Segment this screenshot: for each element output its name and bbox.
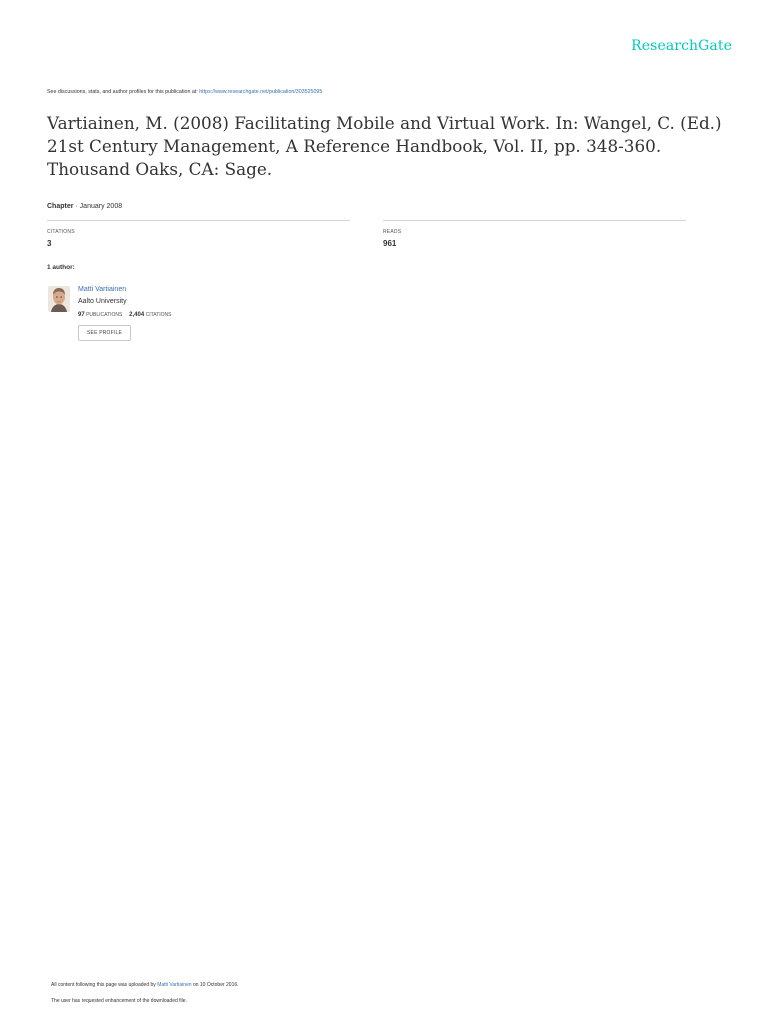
publication-type: Chapter <box>47 203 74 210</box>
author-citations-count: 2,404 <box>129 312 145 318</box>
discussion-text: See discussions, stats, and author profiles for this publication at: <box>47 89 198 95</box>
publication-date: · January 2008 <box>75 203 123 210</box>
author-name-link[interactable]: Matti Vartiainen <box>78 286 127 293</box>
author-publications-label: PUBLICATIONS <box>86 312 123 318</box>
author-stats <box>78 312 172 318</box>
discussion-line <box>47 89 322 95</box>
citations-label: CITATIONS <box>47 229 75 235</box>
publication-meta <box>47 203 122 210</box>
author-publications-count: 97 <box>78 312 85 318</box>
upload-suffix: on 10 October 2016. <box>192 982 239 988</box>
citations-stat <box>47 220 350 248</box>
see-profile-button[interactable]: SEE PROFILE <box>78 325 131 341</box>
publication-title: Vartiainen, M. (2008) Facilitating Mobile and Virtual Work. In: Wangel, C. (Ed.) 21st Century Management, A Reference Handbook, Vol. II, pp. 348-360. Thousand Oaks, CA: Sage. <box>47 113 722 179</box>
uploader-link[interactable]: Matti Vartiainen <box>157 982 192 988</box>
author-portrait-icon <box>48 286 70 312</box>
upload-note <box>51 982 239 988</box>
publication-link[interactable]: https://www.researchgate.net/publication/303525095 <box>199 89 323 95</box>
reads-label: READS <box>383 229 402 235</box>
author-card <box>47 284 347 354</box>
researchgate-logo[interactable]: ResearchGate <box>631 38 732 54</box>
avatar[interactable] <box>48 286 70 312</box>
author-info <box>78 284 172 341</box>
enhancement-note: The user has requested enhancement of the downloaded file. <box>51 998 187 1004</box>
reads-value: 961 <box>383 239 397 248</box>
citations-value: 3 <box>47 239 52 248</box>
author-institution: Aalto University <box>78 298 127 305</box>
reads-stat <box>383 220 686 248</box>
authors-heading: 1 author: <box>47 264 75 271</box>
author-citations-label: CITATIONS <box>145 312 172 318</box>
upload-prefix: All content following this page was uploaded by <box>51 982 156 988</box>
